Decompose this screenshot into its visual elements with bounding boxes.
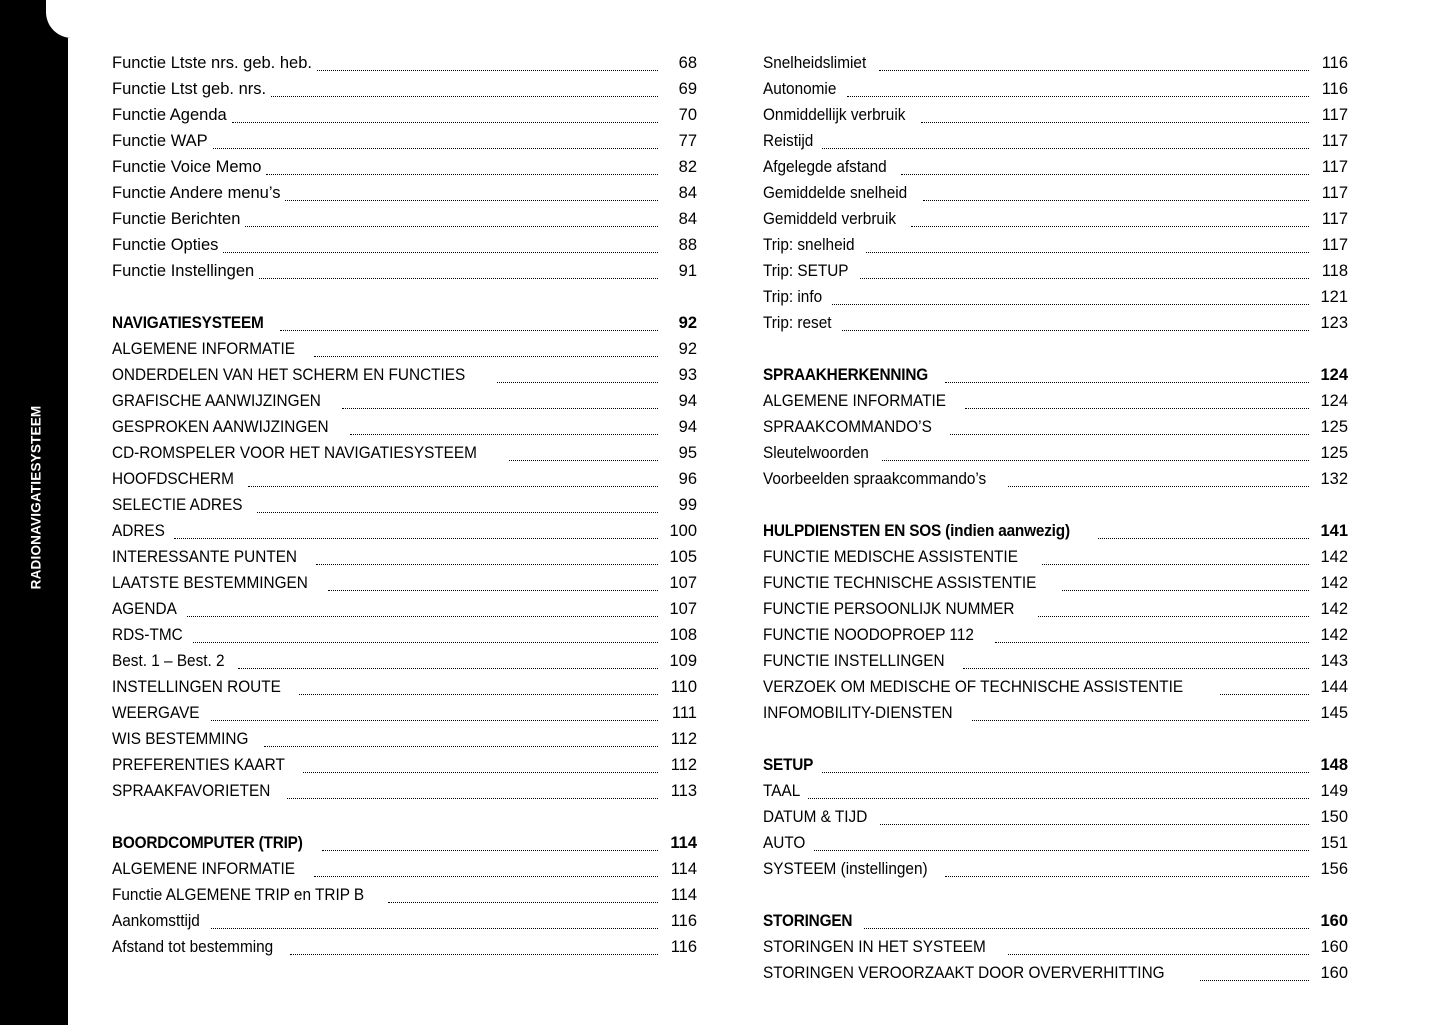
toc-entry-label: RDS-TMC <box>112 626 183 644</box>
toc-entry-label: Functie Ltste nrs. geb. heb. <box>112 54 312 72</box>
toc-leader-dots <box>880 824 1309 825</box>
toc-entry[interactable] <box>763 414 1348 440</box>
toc-entry-label: STORINGEN <box>763 912 853 930</box>
toc-entry[interactable] <box>763 466 1348 492</box>
toc-entry-page: 84 <box>678 210 697 228</box>
toc-entry[interactable] <box>112 388 697 414</box>
toc-section-heading[interactable] <box>112 830 697 856</box>
toc-entry-page: 114 <box>670 886 697 904</box>
toc-entry[interactable] <box>112 76 697 102</box>
toc-entry-label: Voorbeelden spraakcommando’s <box>763 470 987 488</box>
toc-entry-label: Functie Agenda <box>112 106 227 124</box>
toc-entry[interactable] <box>112 258 697 284</box>
toc-entry-page: 113 <box>670 782 697 800</box>
toc-entry[interactable] <box>763 128 1348 154</box>
toc-entry[interactable] <box>112 934 697 960</box>
toc-leader-dots <box>842 330 1309 331</box>
toc-entry[interactable] <box>112 232 697 258</box>
toc-entry[interactable] <box>763 284 1348 310</box>
toc-leader-dots <box>950 434 1309 435</box>
toc-entry[interactable] <box>112 362 697 388</box>
toc-entry-label: HULPDIENSTEN EN SOS (indien aanwezig) <box>763 522 1070 540</box>
toc-entry-page: 117 <box>1321 184 1348 202</box>
toc-entry-label: Best. 1 – Best. 2 <box>112 652 225 670</box>
toc-entry-label: GESPROKEN AANWIJZINGEN <box>112 418 329 436</box>
toc-entry-label: FUNCTIE NOODOPROEP 112 <box>763 626 974 644</box>
toc-leader-dots <box>317 70 658 71</box>
toc-entry-page: 117 <box>1321 132 1348 150</box>
toc-entry-page: 93 <box>678 366 697 384</box>
toc-leader-dots <box>259 278 658 279</box>
toc-entry[interactable] <box>112 648 697 674</box>
toc-leader-dots <box>187 616 658 617</box>
toc-entry-page: 112 <box>670 756 697 774</box>
toc-entry-page: 109 <box>669 652 697 670</box>
toc-entry-page: 142 <box>1320 626 1348 644</box>
toc-entry[interactable] <box>763 180 1348 206</box>
toc-entry-page: 148 <box>1320 756 1348 774</box>
toc-entry-page: 141 <box>1320 522 1348 540</box>
toc-entry[interactable] <box>763 700 1348 726</box>
toc-entry-page: 121 <box>1320 288 1348 306</box>
toc-entry[interactable] <box>112 726 697 752</box>
toc-column-left <box>112 50 697 986</box>
toc-entry-label: ALGEMENE INFORMATIE <box>112 340 296 358</box>
toc-entry-label: INTERESSANTE PUNTEN <box>112 548 298 566</box>
toc-entry-page: 116 <box>1321 80 1348 98</box>
toc-entry-page: 95 <box>678 444 697 462</box>
toc-entry[interactable] <box>763 102 1348 128</box>
toc-entry[interactable] <box>112 596 697 622</box>
toc-entry[interactable] <box>112 908 697 934</box>
toc-leader-dots <box>1062 590 1309 591</box>
toc-entry-label: SETUP <box>763 756 814 774</box>
toc-entry-page: 117 <box>1321 236 1348 254</box>
toc-entry-page: 125 <box>1320 418 1348 436</box>
toc-entry[interactable] <box>112 414 697 440</box>
toc-entry-label: SELECTIE ADRES <box>112 496 243 514</box>
toc-entry-page: 107 <box>669 600 697 618</box>
toc-entry[interactable] <box>112 882 697 908</box>
toc-entry[interactable] <box>763 934 1348 960</box>
toc-entry-label: WEERGAVE <box>112 704 200 722</box>
toc-leader-dots <box>314 356 658 357</box>
toc-section-heading[interactable] <box>763 752 1348 778</box>
toc-leader-dots <box>882 460 1309 461</box>
toc-leader-dots <box>314 876 658 877</box>
toc-entry-page: 156 <box>1320 860 1348 878</box>
toc-entry[interactable] <box>112 752 697 778</box>
page-number: 4 <box>22 949 37 982</box>
toc-leader-dots <box>328 590 658 591</box>
toc-group-spacer <box>763 882 1348 908</box>
toc-entry-page: 92 <box>678 314 697 332</box>
toc-entry[interactable] <box>763 154 1348 180</box>
toc-leader-dots <box>1200 980 1309 981</box>
toc-entry-label: Trip: info <box>763 288 823 306</box>
toc-entry[interactable] <box>763 778 1348 804</box>
toc-entry-label: Functie Voice Memo <box>112 158 262 176</box>
toc-entry-page: 118 <box>1321 262 1348 280</box>
toc-entry-label: HOOFDSCHERM <box>112 470 234 488</box>
toc-entry[interactable] <box>763 206 1348 232</box>
toc-leader-dots <box>866 252 1309 253</box>
toc-entry-page: 144 <box>1320 678 1348 696</box>
toc-entry-label: Onmiddellijk verbruik <box>763 106 906 124</box>
toc-entry-label: Functie Opties <box>112 236 219 254</box>
toc-entry-label: Trip: snelheid <box>763 236 855 254</box>
toc-entry-label: AUTO <box>763 834 806 852</box>
toc-leader-dots <box>316 564 658 565</box>
toc-entry-page: 96 <box>678 470 697 488</box>
toc-entry-label: STORINGEN IN HET SYSTEEM <box>763 938 986 956</box>
toc-leader-dots <box>965 408 1309 409</box>
toc-entry[interactable] <box>112 856 697 882</box>
toc-leader-dots <box>945 382 1309 383</box>
toc-entry-label: AGENDA <box>112 600 177 618</box>
toc-entry[interactable] <box>763 648 1348 674</box>
toc-entry-label: LAATSTE BESTEMMINGEN <box>112 574 308 592</box>
toc-entry-label: Functie Instellingen <box>112 262 255 280</box>
toc-entry-page: 110 <box>670 678 697 696</box>
toc-group-spacer <box>763 336 1348 362</box>
toc-entry-label: PREFERENTIES KAART <box>112 756 285 774</box>
toc-leader-dots <box>911 226 1309 227</box>
toc-entry[interactable] <box>763 804 1348 830</box>
toc-leader-dots <box>1008 954 1309 955</box>
toc-section-heading[interactable] <box>763 908 1348 934</box>
toc-group-spacer <box>763 492 1348 518</box>
toc-leader-dots <box>299 694 658 695</box>
toc-leader-dots <box>223 252 658 253</box>
toc-leader-dots <box>257 512 658 513</box>
toc-leader-dots <box>808 798 1309 799</box>
toc-entry-label: Gemiddelde snelheid <box>763 184 908 202</box>
toc-group-spacer <box>112 804 697 830</box>
toc-entry-page: 142 <box>1320 548 1348 566</box>
toc-leader-dots <box>245 226 658 227</box>
toc-leader-dots <box>266 174 658 175</box>
toc-leader-dots <box>193 642 658 643</box>
toc-entry-label: Afstand tot bestemming <box>112 938 274 956</box>
toc-entry[interactable] <box>763 570 1348 596</box>
toc-entry-label: Functie ALGEMENE TRIP en TRIP B <box>112 886 365 904</box>
toc-leader-dots <box>213 148 658 149</box>
toc-entry-label: INSTELLINGEN ROUTE <box>112 678 281 696</box>
toc-entry[interactable] <box>763 76 1348 102</box>
toc-entry-label: Afgelegde afstand <box>763 158 887 176</box>
toc-entry-page: 124 <box>1320 366 1348 384</box>
toc-entry-page: 160 <box>1320 964 1348 982</box>
toc-entry-page: 143 <box>1320 652 1348 670</box>
toc-leader-dots <box>860 278 1309 279</box>
toc-entry[interactable] <box>112 102 697 128</box>
toc-leader-dots <box>285 200 658 201</box>
toc-entry-label: ADRES <box>112 522 165 540</box>
toc-entry-label: Functie Ltst geb. nrs. <box>112 80 267 98</box>
toc-leader-dots <box>509 460 658 461</box>
toc-entry-page: 92 <box>678 340 697 358</box>
toc-entry-page: 149 <box>1320 782 1348 800</box>
toc-leader-dots <box>1042 564 1309 565</box>
toc-leader-dots <box>303 772 658 773</box>
toc-section-heading[interactable] <box>763 518 1348 544</box>
toc-leader-dots <box>963 668 1309 669</box>
toc-entry-label: Functie Berichten <box>112 210 241 228</box>
toc-entry-page: 114 <box>670 834 697 852</box>
toc-group-spacer <box>763 726 1348 752</box>
toc-leader-dots <box>1008 486 1309 487</box>
toc-entry-page: 88 <box>678 236 697 254</box>
toc-leader-dots <box>879 70 1309 71</box>
toc-entry[interactable] <box>763 310 1348 336</box>
toc-entry[interactable] <box>112 778 697 804</box>
toc-section-heading[interactable] <box>763 362 1348 388</box>
toc-entry-label: Aankomsttijd <box>112 912 200 930</box>
toc-entry-label: VERZOEK OM MEDISCHE OF TECHNISCHE ASSISTENTIE <box>763 678 1184 696</box>
toc-entry-label: FUNCTIE MEDISCHE ASSISTENTIE <box>763 548 1018 566</box>
toc-leader-dots <box>822 772 1309 773</box>
toc-leader-dots <box>497 382 658 383</box>
toc-entry-label: FUNCTIE TECHNISCHE ASSISTENTIE <box>763 574 1037 592</box>
toc-leader-dots <box>232 122 658 123</box>
toc-entry-page: 94 <box>678 392 697 410</box>
toc-entry-page: 116 <box>670 912 697 930</box>
toc-entry-page: 68 <box>678 54 697 72</box>
side-tab-label: RADIONAVIGATIESYSTEEM <box>28 405 44 590</box>
toc-entry[interactable] <box>763 388 1348 414</box>
toc-entry-page: 125 <box>1320 444 1348 462</box>
toc-entry[interactable] <box>112 336 697 362</box>
toc-leader-dots <box>290 954 658 955</box>
toc-leader-dots <box>388 902 658 903</box>
toc-entry[interactable] <box>112 180 697 206</box>
toc-entry[interactable] <box>112 50 697 76</box>
toc-group-spacer <box>112 284 697 310</box>
toc-entry[interactable] <box>763 232 1348 258</box>
toc-entry[interactable] <box>112 206 697 232</box>
toc-leader-dots <box>832 304 1309 305</box>
toc-entry-page: 84 <box>678 184 697 202</box>
toc-entry[interactable] <box>112 518 697 544</box>
toc-entry[interactable] <box>112 674 697 700</box>
toc-entry[interactable] <box>112 570 697 596</box>
toc-entry-label: ONDERDELEN VAN HET SCHERM EN FUNCTIES <box>112 366 466 384</box>
toc-entry-label: Snelheidslimiet <box>763 54 867 72</box>
toc-entry-label: DATUM & TIJD <box>763 808 868 826</box>
toc-leader-dots <box>280 330 658 331</box>
toc-leader-dots <box>945 876 1309 877</box>
toc-entry-page: 145 <box>1320 704 1348 722</box>
toc-entry-label: Reistijd <box>763 132 814 150</box>
toc-entry-label: Trip: reset <box>763 314 832 332</box>
toc-entry[interactable] <box>112 700 697 726</box>
toc-entry[interactable] <box>763 50 1348 76</box>
toc-entry-label: INFOMOBILITY-DIENSTEN <box>763 704 953 722</box>
toc-entry-label: TAAL <box>763 782 801 800</box>
toc-entry-label: Autonomie <box>763 80 837 98</box>
toc-leader-dots <box>211 928 658 929</box>
toc-entry-page: 94 <box>678 418 697 436</box>
toc-entry[interactable] <box>763 544 1348 570</box>
toc-leader-dots <box>921 122 1309 123</box>
toc-entry[interactable] <box>763 622 1348 648</box>
toc-entry-label: SYSTEEM (instellingen) <box>763 860 928 878</box>
toc-entry-page: 100 <box>669 522 697 540</box>
toc-entry[interactable] <box>112 492 697 518</box>
toc-entry-page: 105 <box>669 548 697 566</box>
toc-entry-label: CD-ROMSPELER VOOR HET NAVIGATIESYSTEEM <box>112 444 477 462</box>
toc-leader-dots <box>264 746 658 747</box>
toc-entry-label: Gemiddeld verbruik <box>763 210 897 228</box>
toc-entry-label: Sleutelwoorden <box>763 444 869 462</box>
toc-entry[interactable] <box>112 544 697 570</box>
toc-leader-dots <box>174 538 658 539</box>
toc-leader-dots <box>814 850 1309 851</box>
toc-leader-dots <box>1220 694 1309 695</box>
toc-entry-page: 116 <box>1321 54 1348 72</box>
toc-entry-label: SPRAAKCOMMANDO’S <box>763 418 932 436</box>
toc-entry-page: 116 <box>670 938 697 956</box>
toc-entry-page: 124 <box>1320 392 1348 410</box>
toc-column-right <box>763 50 1348 986</box>
toc-entry[interactable] <box>112 128 697 154</box>
toc-entry-page: 108 <box>669 626 697 644</box>
toc-entry-label: Functie Andere menu’s <box>112 184 281 202</box>
toc-leader-dots <box>901 174 1309 175</box>
toc-entry-page: 82 <box>678 158 697 176</box>
toc-entry-page: 70 <box>678 106 697 124</box>
toc-entry-page: 99 <box>678 496 697 514</box>
toc-entry-page: 117 <box>1321 106 1348 124</box>
toc-entry-page: 151 <box>1320 834 1348 852</box>
toc-entry-page: 132 <box>1320 470 1348 488</box>
toc-entry-label: FUNCTIE INSTELLINGEN <box>763 652 945 670</box>
toc-entry-label: NAVIGATIESYSTEEM <box>112 314 264 332</box>
toc-leader-dots <box>238 668 658 669</box>
toc-entry[interactable] <box>763 830 1348 856</box>
toc-leader-dots <box>342 408 658 409</box>
toc-entry[interactable] <box>763 258 1348 284</box>
toc-entry-label: ALGEMENE INFORMATIE <box>112 860 296 878</box>
toc-entry-label: Functie WAP <box>112 132 208 150</box>
toc-entry-label: SPRAAKHERKENNING <box>763 366 928 384</box>
toc-entry-label: STORINGEN VEROORZAAKT DOOR OVERVERHITTING <box>763 964 1165 982</box>
toc-entry-page: 117 <box>1321 158 1348 176</box>
toc-entry[interactable] <box>112 622 697 648</box>
toc-entry[interactable] <box>112 440 697 466</box>
toc-entry-page: 107 <box>669 574 697 592</box>
toc-entry[interactable] <box>763 856 1348 882</box>
toc-entry-label: GRAFISCHE AANWIJZINGEN <box>112 392 321 410</box>
toc-entry-page: 69 <box>678 80 697 98</box>
toc-entry-page: 77 <box>678 132 697 150</box>
toc-leader-dots <box>350 434 658 435</box>
toc-entry-page: 160 <box>1320 938 1348 956</box>
toc-leader-dots <box>211 720 658 721</box>
toc-entry-page: 111 <box>671 704 697 722</box>
toc-leader-dots <box>1098 538 1309 539</box>
toc-leader-dots <box>923 200 1309 201</box>
toc-entry[interactable] <box>763 674 1348 700</box>
toc-section-heading[interactable] <box>112 310 697 336</box>
toc-entry[interactable] <box>763 960 1348 986</box>
toc-leader-dots <box>972 720 1309 721</box>
toc-entry-label: FUNCTIE PERSOONLIJK NUMMER <box>763 600 1015 618</box>
toc-entry-page: 91 <box>678 262 697 280</box>
toc-entry-page: 160 <box>1320 912 1348 930</box>
toc-leader-dots <box>1038 616 1309 617</box>
toc-entry-label: SPRAAKFAVORIETEN <box>112 782 271 800</box>
toc-entry-page: 114 <box>670 860 697 878</box>
toc-leader-dots <box>287 798 658 799</box>
table-of-contents <box>112 50 1348 986</box>
toc-entry-page: 112 <box>670 730 697 748</box>
toc-entry-label: BOORDCOMPUTER (TRIP) <box>112 834 303 852</box>
toc-entry[interactable] <box>763 596 1348 622</box>
toc-leader-dots <box>864 928 1309 929</box>
toc-leader-dots <box>847 96 1309 97</box>
toc-leader-dots <box>995 642 1309 643</box>
toc-entry-page: 150 <box>1320 808 1348 826</box>
toc-entry-label: ALGEMENE INFORMATIE <box>763 392 947 410</box>
toc-entry-label: Trip: SETUP <box>763 262 849 280</box>
toc-entry-page: 123 <box>1320 314 1348 332</box>
toc-entry[interactable] <box>763 440 1348 466</box>
toc-entry[interactable] <box>112 154 697 180</box>
toc-entry-page: 117 <box>1321 210 1348 228</box>
toc-leader-dots <box>248 486 658 487</box>
toc-entry-page: 142 <box>1320 574 1348 592</box>
toc-leader-dots <box>822 148 1309 149</box>
toc-leader-dots <box>322 850 658 851</box>
toc-entry-page: 142 <box>1320 600 1348 618</box>
toc-entry-label: WIS BESTEMMING <box>112 730 249 748</box>
toc-entry[interactable] <box>112 466 697 492</box>
toc-leader-dots <box>271 96 658 97</box>
